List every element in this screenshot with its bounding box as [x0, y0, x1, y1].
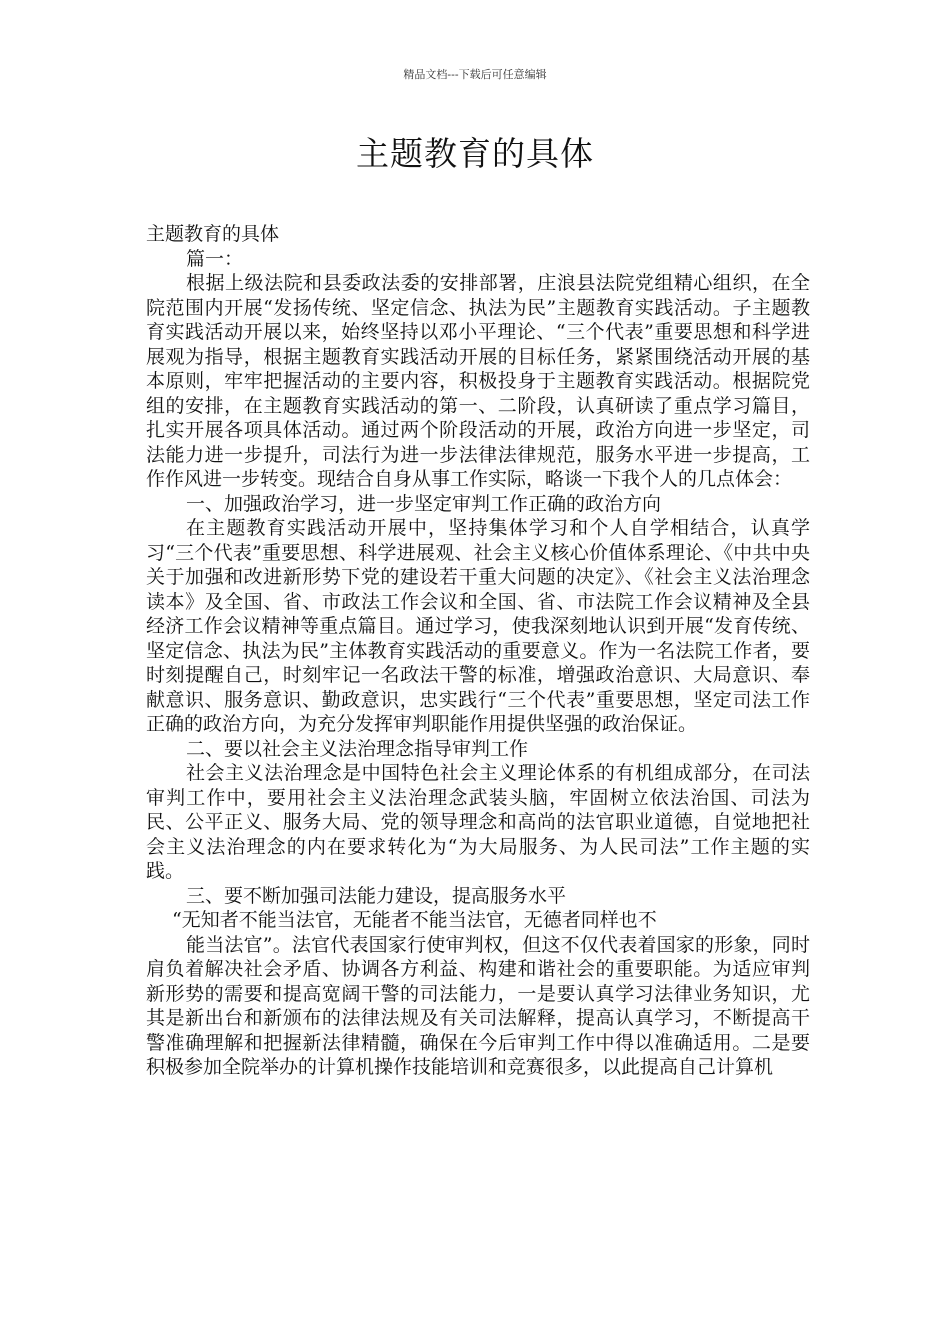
section-heading: 三、要不断加强司法能力建设，提高服务水平	[186, 884, 567, 907]
body-paragraph: 社会主义法治理念是中国特色社会主义理论体系的有机组成部分，在司法审判工作中，要用社会主义法治理念武装头脑，牢固树立依法治国、司法为民、公平正义、服务大局、党的领导理念和高尚的法官职业道德，自觉地把社会主义法治理念的内在要求转化为“为大局服务、为人民司法”工作主题的实践。	[146, 762, 810, 882]
section-heading: 一、加强政治学习，进一步坚定审判工作正确的政治方向	[186, 492, 662, 515]
body-paragraph: “无知者不能当法官，无能者不能当法官，无德者同样也不	[172, 909, 657, 931]
body-paragraph: 根据上级法院和县委政法委的安排部署，庄浪县法院党组精心组织，在全院范围内开展“发扬传统、坚定信念、执法为民”主题教育实践活动。子主题教育实践活动开展以来，始终坚持以邓小平理论、“三个代表”重要思想和科学进展观为指导，根据主题教育实践活动开展的目标任务，紧紧围绕活动开展的基本原则，牢牢把握活动的主要内容，积极投身于主题教育实践活动。根据院党组的安排，在主题教育实践活动的第一、二阶段，认真研读了重点学习篇目，扎实开展各项具体活动。通过两个阶段活动的开展，政治方向进一步坚定，司法能力进一步提升，司法行为进一步法律法律规范，服务水平进一步提高，工作作风进一步转变。现结合自身从事工作实际，略谈一下我个人的几点体会：	[146, 272, 810, 490]
section-heading: 二、要以社会主义法治理念指导审判工作	[186, 737, 529, 760]
header-note: 精品文档---下载后可任意编辑	[403, 68, 547, 81]
body-paragraph: 篇一：	[186, 247, 244, 270]
body-paragraph: 在主题教育实践活动开展中，坚持集体学习和个人自学相结合，认真学习“三个代表”重要思想、科学进展观、社会主义核心价值体系理论、《中共中央关于加强和改进新形势下党的建设若干重大问题的决定》、《社会主义法治理念读本》及全国、省、市政法工作会议和全国、省、市法院工作会议精神及全县经济工作会议精神等重点篇目。通过学习，使我深刻地认识到开展“发育传统、坚定信念、执法为民”主体教育实践活动的重要意义。作为一名法院工作者，要时刻提醒自己，时刻牢记一名政法干警的标准，增强政治意识、大局意识、奉献意识、服务意识、勤政意识，忠实践行“三个代表”重要思想，坚定司法工作正确的政治方向，为充分发挥审判职能作用提供坚强的政治保证。	[146, 517, 810, 735]
document-title: 主题教育的具体	[356, 134, 594, 173]
document-body	[146, 222, 810, 1080]
body-paragraph: 能当法官”。法官代表国家行使审判权，但这不仅代表着国家的形象，同时肩负着解决社会矛盾、协调各方利益、构建和谐社会的重要职能。为适应审判新形势的需要和提高宽阔干警的司法能力，一是要认真学习法律业务知识，尤其是新出台和新颁布的法律法规及有关司法解释，提高认真学习，不断提高干警准确理解和把握新法律精髓，确保在今后审判工作中得以准确适用。二是要积极参加全院举办的计算机操作技能培训和竞赛很多，以此提高自己计算机	[146, 933, 810, 1078]
body-paragraph: 主题教育的具体	[146, 223, 280, 245]
